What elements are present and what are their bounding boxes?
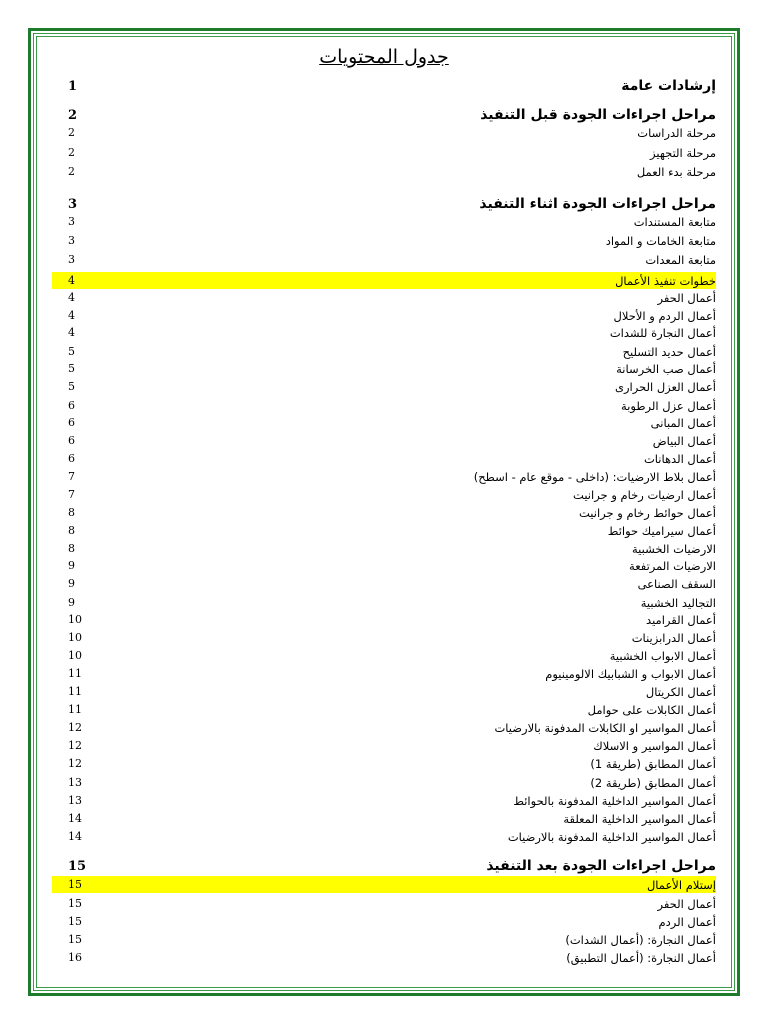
toc-entry-label: متابعة المستندات: [633, 214, 716, 229]
toc-page-number: 15: [68, 897, 82, 910]
toc-entry-label: أعمال المطابق (طريقة 2): [590, 775, 716, 790]
toc-page-number: 14: [68, 812, 82, 825]
toc-entry: [52, 124, 716, 141]
toc-entry: [52, 343, 716, 360]
toc-page-number: 13: [68, 794, 82, 807]
toc-entry: [52, 856, 716, 876]
toc-entry-label: السقف الصناعى: [637, 576, 716, 591]
toc-entry: [52, 774, 716, 791]
toc-page-number: 9: [68, 559, 75, 572]
toc-page-number: 2: [68, 107, 78, 123]
toc-entry-label: أعمال الكريتال: [645, 684, 716, 699]
toc-page-number: 4: [68, 309, 75, 322]
toc-entry: [52, 397, 716, 414]
toc-entry-label: أعمال المواسير الداخلية المدفونة بالارضيات: [507, 829, 716, 844]
toc-entry-label: أعمال الابواب و الشبابيك الالومينيوم: [545, 666, 716, 681]
toc-page-number: 9: [68, 596, 75, 609]
toc-entry: [52, 414, 716, 431]
toc-page-number: 6: [68, 434, 75, 447]
toc-entry: [52, 895, 716, 912]
toc-entry-label: أعمال القراميد: [646, 612, 716, 627]
toc-entry-label: أعمال الحفر: [657, 290, 716, 305]
toc-page-number: 4: [68, 326, 75, 339]
toc-page-number: 15: [68, 915, 82, 928]
toc-page-number: 7: [68, 488, 75, 501]
toc-entry: [52, 486, 716, 503]
toc-entry: [52, 629, 716, 646]
toc-entry: [52, 701, 716, 718]
toc-entry: [52, 213, 716, 230]
toc-entry-label: أعمال المواسير او الكابلات المدفونة بالارضيات: [494, 720, 716, 735]
toc-entry: [52, 76, 716, 96]
toc-page-number: 2: [68, 146, 75, 159]
toc-entry-label: أعمال حوائط رخام و جرانيت: [578, 505, 716, 520]
toc-entry: [52, 876, 716, 893]
toc-entry: [52, 468, 716, 485]
toc-entry-label: أعمال الابواب الخشبية: [609, 648, 716, 663]
toc-entry: [52, 360, 716, 377]
toc-entry: [52, 575, 716, 592]
toc-page-number: 12: [68, 721, 82, 734]
toc-entry-label: متابعة الخامات و المواد: [605, 233, 716, 248]
toc-page-number: 4: [68, 291, 75, 304]
toc-page-number: 15: [68, 858, 87, 874]
toc-entry-label: أعمال النجارة: (أعمال التطبيق): [566, 950, 716, 965]
toc-entry: [52, 194, 716, 214]
toc-page-number: 6: [68, 416, 75, 429]
toc-entry-label: الارضيات الخشبية: [631, 541, 716, 556]
toc-entry: [52, 557, 716, 574]
toc-entry-label: أعمال الكابلات على حوامل: [587, 702, 716, 717]
toc-entry: [52, 594, 716, 611]
toc-entry: [52, 522, 716, 539]
toc-entry-label: مرحلة الدراسات: [637, 125, 716, 140]
toc-entry: [52, 931, 716, 948]
page-title: جدول المحتويات: [319, 46, 449, 68]
toc-entry-label: التجاليد الخشبية: [640, 595, 716, 610]
toc-entry: [52, 737, 716, 754]
toc-entry-label: أعمال الدرابزينات: [631, 630, 716, 645]
toc-page-number: 15: [68, 933, 82, 946]
toc-entry: [52, 324, 716, 341]
toc-page-number: 13: [68, 776, 82, 789]
toc-entry-label: أعمال المبانى: [650, 415, 716, 430]
toc-page-number: 10: [68, 613, 82, 626]
toc-page-number: 3: [68, 196, 78, 212]
toc-page-number: 8: [68, 506, 75, 519]
toc-entry: [52, 289, 716, 306]
toc-entry-label: أعمال بلاط الارضيات: (داخلى - موقع عام - اسطح): [473, 469, 716, 484]
toc-entry-label: أعمال النجارة: (أعمال الشدات): [565, 932, 716, 947]
toc-page-number: 2: [68, 126, 75, 139]
toc-entry: [52, 307, 716, 324]
toc-entry: [52, 792, 716, 809]
toc-entry-label: الارضيات المرتفعة: [629, 558, 716, 573]
toc-entry-label: مرحلة التجهيز: [650, 145, 716, 160]
toc-entry: [52, 251, 716, 268]
toc-page-number: 5: [68, 362, 75, 375]
toc-entry: [52, 450, 716, 467]
toc-entry-label: أعمال الحفر: [657, 896, 716, 911]
toc-entry-label: أعمال الردم: [658, 914, 716, 929]
toc-entry-label: متابعة المعدات: [645, 252, 716, 267]
toc-entry-label: مراحل اجراءات الجودة قبل التنفيذ: [480, 107, 716, 123]
toc-entry-label: أعمال الردم و الأحلال: [613, 308, 716, 323]
toc-entry-label: إستلام الأعمال: [646, 877, 716, 892]
toc-entry-label: مراحل اجراءات الجودة اثناء التنفيذ: [479, 196, 716, 212]
toc-page-number: 6: [68, 399, 75, 412]
toc-entry: [52, 540, 716, 557]
toc-entry: [52, 232, 716, 249]
toc-page-number: 11: [68, 703, 82, 716]
toc-page-number: 5: [68, 380, 75, 393]
toc-entry: [52, 144, 716, 161]
toc-entry-label: أعمال المطابق (طريقة 1): [590, 756, 716, 771]
toc-entry: [52, 504, 716, 521]
toc-entry-label: أعمال سيراميك حوائط: [607, 523, 716, 538]
toc-entry-label: أعمال البياض: [652, 433, 716, 448]
toc-entry: [52, 611, 716, 628]
toc-page-number: 14: [68, 830, 82, 843]
toc-page-number: 1: [68, 78, 78, 94]
toc-page-number: 2: [68, 165, 75, 178]
toc-entry-label: أعمال المواسير الداخلية المعلقة: [563, 811, 716, 826]
toc-entry-label: أعمال عزل الرطوبة: [621, 398, 716, 413]
toc-page-number: 16: [68, 951, 82, 964]
toc-page-number: 11: [68, 667, 82, 680]
toc-entry: [52, 719, 716, 736]
toc-entry: [52, 828, 716, 845]
toc-page-number: 6: [68, 452, 75, 465]
toc-entry-label: أعمال ارضيات رخام و جرانيت: [573, 487, 716, 502]
toc-page-number: 7: [68, 470, 75, 483]
toc-entry: [52, 105, 716, 125]
toc-entry: [52, 378, 716, 395]
toc-page-number: 8: [68, 524, 75, 537]
toc-entry: [52, 272, 716, 289]
toc-entry: [52, 432, 716, 449]
toc-page-number: 9: [68, 577, 75, 590]
toc-entry-label: مرحلة بدء العمل: [636, 164, 716, 179]
toc-entry-label: أعمال المواسير و الاسلاك: [593, 738, 716, 753]
toc-entry: [52, 647, 716, 664]
toc-entry: [52, 755, 716, 772]
toc-page-number: 12: [68, 739, 82, 752]
toc-entry-label: أعمال الدهانات: [643, 451, 716, 466]
toc-entry: [52, 163, 716, 180]
toc-page-number: 4: [68, 274, 75, 287]
toc-entry-label: مراحل اجراءات الجودة بعد التنفيذ: [486, 858, 716, 874]
toc-page-number: 3: [68, 253, 75, 266]
toc-entry: [52, 949, 716, 966]
toc-page-number: 15: [68, 878, 82, 891]
toc-page-number: 5: [68, 345, 75, 358]
toc-page-number: 12: [68, 757, 82, 770]
toc-entry-label: أعمال العزل الحرارى: [614, 379, 716, 394]
toc-entry-label: خطوات تنفيذ الأعمال: [615, 273, 716, 288]
toc-page-number: 3: [68, 215, 75, 228]
toc-entry: [52, 810, 716, 827]
toc-entry-label: أعمال صب الخرسانة: [616, 361, 716, 376]
toc-entry-label: أعمال حديد التسليح: [622, 344, 716, 359]
toc-page-number: 10: [68, 649, 82, 662]
toc-page-number: 11: [68, 685, 82, 698]
toc-entry-label: أعمال المواسير الداخلية المدفونة بالحوائط: [513, 793, 716, 808]
toc-entry: [52, 683, 716, 700]
toc-entry-label: إرشادات عامة: [621, 78, 716, 94]
toc-page-number: 10: [68, 631, 82, 644]
toc-page-number: 3: [68, 234, 75, 247]
toc-entry: [52, 665, 716, 682]
toc-page-number: 8: [68, 542, 75, 555]
toc-entry: [52, 913, 716, 930]
toc-entry-label: أعمال النجارة للشدات: [609, 325, 716, 340]
